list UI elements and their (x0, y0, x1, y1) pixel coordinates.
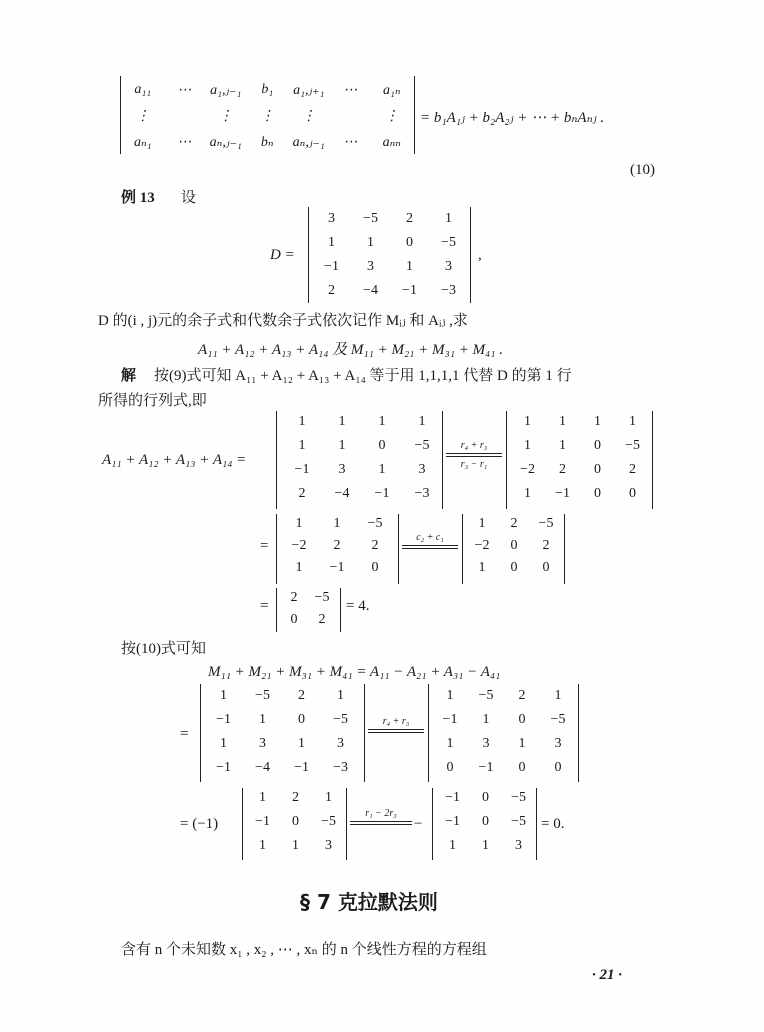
matrix-cell: −1 (216, 760, 231, 775)
eq10-number: (10) (630, 162, 655, 178)
matrix-cell: ⋯ (177, 135, 192, 150)
solution-text1: 按(9)式可知 A₁₁ + A₁₂ + A₁₃ + A₁₄ 等于用 1,1,1,1 代替 D 的第 1 行 (154, 368, 572, 384)
example-line2: A₁₁ + A₁₂ + A₁₃ + A₁₄ 及 M₁₁ + M₂₁ + M₃₁ + M₄₁ . (198, 342, 503, 358)
d-label: D = (270, 247, 295, 263)
matrix-cell: bₙ (260, 135, 274, 150)
matrix-cell: −1 (216, 712, 231, 727)
example-intro: 设 (181, 190, 197, 206)
matrix-cell: 0 (594, 438, 601, 453)
matrix-cell: 1 (554, 688, 562, 703)
part2-row-op: r₄ + r₃ (368, 716, 424, 735)
matrix-cell: 0 (378, 438, 386, 453)
matrix-cell: −4 (334, 486, 350, 501)
matrix-cell: 3 (338, 462, 346, 477)
matrix-cell: 1 (524, 486, 531, 501)
matrix-cell: −4 (363, 283, 378, 298)
matrix-cell: 2 (290, 590, 298, 605)
matrix-cell: 3 (445, 259, 452, 274)
matrix-cell: 1 (406, 259, 413, 274)
matrix-cell: 0 (298, 712, 305, 727)
matrix-cell: −1 (294, 760, 309, 775)
matrix-cell: ⋮ (218, 109, 233, 124)
matrix-cell: ⋮ (135, 109, 150, 124)
matrix-cell: 1 (295, 516, 303, 531)
part2-pre: = (−1) (180, 816, 219, 832)
matrix-cell: 1 (259, 790, 266, 805)
matrix-cell: 2 (559, 462, 566, 477)
matrix-cell: −1 (555, 486, 570, 501)
matrix-cell: 2 (318, 612, 326, 627)
matrix-cell: 3 (337, 736, 344, 751)
matrix-cell: 0 (482, 814, 489, 829)
matrix-cell: 1 (298, 736, 305, 751)
matrix-cell: 0 (518, 760, 526, 775)
matrix-cell: −1 (255, 814, 270, 829)
col-op: c₂ + c₁ (402, 532, 458, 551)
matrix-cell: 0 (542, 560, 550, 575)
eq3: = (260, 598, 269, 614)
matrix-cell: a₁,ⱼ₋₁ (210, 83, 242, 98)
matrix-cell: 1 (337, 688, 344, 703)
matrix-cell: 3 (482, 736, 490, 751)
matrix-cell: −2 (520, 462, 535, 477)
matrix-cell: ⋮ (260, 109, 275, 124)
matrix-cell: 0 (510, 538, 518, 553)
matrix-cell: 0 (594, 486, 601, 501)
matrix-cell: ⋯ (177, 83, 192, 98)
matrix-cell: 0 (518, 712, 526, 727)
matrix-cell: 2 (510, 516, 518, 531)
matrix-cell: 1 (524, 414, 531, 429)
matrix-cell: 0 (406, 235, 413, 250)
matrix-cell: 1 (298, 414, 306, 429)
matrix-cell: −2 (474, 538, 490, 553)
matrix-cell: aₙₙ (382, 135, 401, 150)
matrix-cell: 1 (378, 414, 386, 429)
matrix-cell: −1 (329, 560, 345, 575)
matrix-cell: 1 (559, 414, 566, 429)
matrix-cell: 1 (295, 560, 303, 575)
matrix-cell: −5 (511, 790, 526, 805)
matrix-cell: 3 (328, 211, 335, 226)
matrix-cell: 2 (406, 211, 413, 226)
matrix-cell: −3 (414, 486, 430, 501)
matrix-cell: 1 (449, 838, 456, 853)
matrix-cell: 1 (559, 438, 566, 453)
matrix-cell: 1 (378, 462, 386, 477)
matrix-cell: −1 (294, 462, 310, 477)
matrix-cell: 1 (478, 560, 486, 575)
matrix-cell: −4 (255, 760, 270, 775)
matrix-cell: −1 (445, 790, 460, 805)
matrix-cell: 1 (482, 712, 490, 727)
matrix-cell: −2 (291, 538, 307, 553)
matrix-cell: 1 (445, 211, 452, 226)
matrix-cell: 3 (418, 462, 426, 477)
matrix-cell: 3 (515, 838, 522, 853)
section-text: 含有 n 个未知数 x₁ , x₂ , ⋯ , xₙ 的 n 个线性方程的方程组 (121, 942, 487, 958)
matrix-cell: 1 (259, 838, 266, 853)
matrix-cell: 2 (328, 283, 335, 298)
matrix-cell: 1 (418, 414, 426, 429)
matrix-cell: −5 (538, 516, 554, 531)
matrix-cell: aₙ₁ (133, 135, 152, 150)
matrix-cell: 1 (298, 438, 306, 453)
matrix-cell: 1 (367, 235, 374, 250)
matrix-cell: −5 (363, 211, 378, 226)
matrix-cell: ⋮ (301, 109, 316, 124)
matrix-cell: 1 (482, 838, 489, 853)
matrix-cell: −5 (333, 712, 348, 727)
matrix-cell: 2 (292, 790, 299, 805)
matrix-cell: a₁,ⱼ₊₁ (293, 83, 325, 98)
solution-text2: 所得的行列式,即 (98, 393, 207, 409)
section-title: § 7 克拉默法则 (300, 890, 438, 914)
matrix-cell: −1 (478, 760, 494, 775)
eq2: = (260, 538, 269, 554)
matrix-cell: 2 (371, 538, 379, 553)
matrix-cell: −1 (374, 486, 390, 501)
matrix-cell: 1 (518, 736, 526, 751)
matrix-cell: 1 (259, 712, 266, 727)
matrix-cell: 0 (446, 760, 454, 775)
matrix-cell: 0 (482, 790, 489, 805)
matrix-cell: 1 (333, 516, 341, 531)
matrix-cell: −1 (442, 712, 458, 727)
part2-eqline: M₁₁ + M₂₁ + M₃₁ + M₄₁ = A₁₁ − A₂₁ + A₃₁ − A₄₁ (208, 664, 501, 680)
lhs1: A₁₁ + A₁₂ + A₁₃ + A₁₄ = (102, 452, 247, 468)
matrix-cell: 3 (554, 736, 562, 751)
matrix-cell: 2 (333, 538, 341, 553)
matrix-cell: −5 (321, 814, 336, 829)
matrix-cell: −5 (441, 235, 456, 250)
matrix-cell: 2 (518, 688, 526, 703)
d-comma: , (478, 247, 482, 263)
matrix-cell: 2 (298, 486, 306, 501)
matrix-cell: a₁₁ (134, 82, 152, 97)
matrix-cell: 1 (292, 838, 299, 853)
eq10-rhs: = b₁A₁ⱼ + b₂A₂ⱼ + ⋯ + bₙAₙⱼ . (420, 110, 605, 126)
matrix-cell: 1 (220, 736, 227, 751)
part2-eq: = (180, 726, 189, 742)
matrix-cell: 0 (292, 814, 299, 829)
matrix-cell: 1 (478, 516, 486, 531)
matrix-cell: ⋯ (343, 83, 358, 98)
matrix-cell: −5 (511, 814, 526, 829)
matrix-cell: −1 (324, 259, 339, 274)
matrix-cell: 0 (290, 612, 298, 627)
matrix-cell: 0 (510, 560, 518, 575)
matrix-cell: 1 (338, 414, 346, 429)
matrix-cell: −5 (255, 688, 270, 703)
part2-intro: 按(10)式可知 (121, 641, 206, 657)
matrix-cell: −5 (314, 590, 330, 605)
matrix-cell: −5 (478, 688, 494, 703)
matrix-cell: −5 (625, 438, 640, 453)
matrix-cell: ⋯ (343, 135, 358, 150)
matrix-cell: aₙ,ⱼ₋₁ (209, 135, 242, 150)
row-op-1: r₄ + r₃ r₃ − r₁ (446, 440, 502, 470)
matrix-cell: 3 (367, 259, 374, 274)
matrix-cell: 2 (542, 538, 550, 553)
matrix-cell: aₙ,ⱼ₋₁ (292, 135, 325, 150)
matrix-cell: −1 (445, 814, 460, 829)
matrix-cell: 0 (554, 760, 562, 775)
matrix-cell: 0 (629, 486, 636, 501)
matrix-cell: 1 (220, 688, 227, 703)
matrix-cell: 1 (446, 736, 454, 751)
page-number: · 21 · (592, 967, 622, 983)
matrix-cell: −5 (414, 438, 430, 453)
part2-minus: − (414, 816, 423, 832)
matrix-cell: ⋮ (384, 109, 399, 124)
matrix-cell: 1 (629, 414, 636, 429)
matrix-cell: −1 (402, 283, 417, 298)
matrix-cell: 0 (371, 560, 379, 575)
matrix-cell: 1 (325, 790, 332, 805)
matrix-cell: 3 (325, 838, 332, 853)
matrix-cell: 0 (594, 462, 601, 477)
result1: = 4. (346, 598, 370, 614)
matrix-cell: b₁ (261, 82, 274, 97)
matrix-cell: 1 (338, 438, 346, 453)
matrix-cell: 3 (259, 736, 266, 751)
matrix-cell: −3 (333, 760, 348, 775)
matrix-cell: 2 (298, 688, 305, 703)
matrix-cell: 1 (328, 235, 335, 250)
part2-result: = 0. (541, 816, 565, 832)
part2-row-op-2: r₁ − 2r₃ (350, 808, 412, 827)
matrix-cell: a₁ₙ (382, 83, 401, 98)
solution-label: 解 (121, 368, 137, 384)
matrix-cell: −3 (441, 283, 456, 298)
example-label: 例 13 (121, 190, 155, 206)
matrix-cell: −5 (367, 516, 383, 531)
matrix-cell: 1 (446, 688, 454, 703)
matrix-cell: 1 (524, 438, 531, 453)
matrix-cell: −5 (550, 712, 566, 727)
matrix-cell: 2 (629, 462, 636, 477)
example-line1: D 的(i , j)元的余子式和代数余子式依次记作 Mᵢⱼ 和 Aᵢⱼ ,求 (98, 313, 468, 329)
matrix-cell: 1 (594, 414, 601, 429)
